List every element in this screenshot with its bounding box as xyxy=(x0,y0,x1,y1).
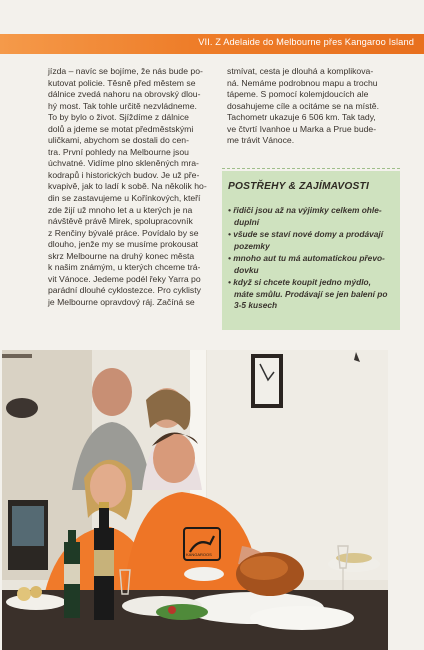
observation-text: všude se staví nové domy a prodávají xyxy=(233,229,384,239)
text-line: návštěvě právě Mirek, spolupracovník xyxy=(48,216,193,227)
text-line: ná. Nemáme podrobnou mapu a trochu xyxy=(227,77,378,88)
box-divider xyxy=(222,168,400,169)
shirt-sign-text: KANGAROOS xyxy=(186,552,212,557)
observation-text: pozemky xyxy=(234,240,270,251)
text-line: ve čtvrtí Ivanhoe u Marka a Prue bude- xyxy=(227,123,377,134)
text-line: kvapivě, jak to ladí k sobě. Na několik ho- xyxy=(48,181,207,192)
text-line: dolů a jdeme se motat předměstskými xyxy=(48,123,194,134)
text-line: je Melbourne opravdový ráj. Začíná se xyxy=(48,296,195,307)
observation-item xyxy=(228,205,394,228)
chapter-header-bar xyxy=(0,34,424,54)
text-line: To by bylo o život. Sjíždíme z dálnice xyxy=(48,112,189,123)
bullet-icon: • xyxy=(228,277,231,287)
text-line: z Renčiny bývalé práce. Povídalo by se xyxy=(48,227,199,238)
right-paragraph xyxy=(227,66,392,147)
text-line: dálnice zvedá nahoru na obrovský dlou- xyxy=(48,89,201,100)
left-text-column xyxy=(48,66,216,308)
text-line: parádní dlouhé cyklostezce. Pro cyklisty xyxy=(48,285,201,296)
text-line: uličkami, abychom se dostali do cen- xyxy=(48,135,189,146)
observation-text: mnoho aut tu má automatickou převo- xyxy=(233,253,385,263)
text-line: vit Vánoce. Jedeme podél řeky Yarra po xyxy=(48,273,201,284)
chapter-title: VII. Z Adelaide do Melbourne přes Kangaroo Island xyxy=(198,37,414,47)
text-line: stmívat, cesta je dlouhá a komplikova- xyxy=(227,66,374,76)
text-line: tápeme. S pomocí kolemjdoucích ale xyxy=(227,89,369,100)
family-photo xyxy=(2,350,388,650)
bullet-icon: • xyxy=(228,205,231,215)
bullet-icon: • xyxy=(228,229,231,239)
observation-item xyxy=(228,277,394,312)
observation-text: řidiči jsou až na výjimky celkem ohle- xyxy=(233,205,382,215)
observations-title: POSTŘEHY & ZAJÍMAVOSTI xyxy=(228,181,370,192)
observation-text: když si chcete koupit jedno mýdlo, xyxy=(233,277,371,287)
text-line: me trávit Vánoce. xyxy=(227,135,295,146)
observation-text: duplní xyxy=(234,216,260,227)
bullet-icon: • xyxy=(228,253,231,263)
text-line: tra. První pohledy na Melbourne jsou xyxy=(48,146,189,157)
text-line: kodrapů i historických budov. Je už pře- xyxy=(48,169,200,180)
observation-text: dovku xyxy=(234,264,259,275)
observation-item xyxy=(228,229,394,252)
text-line: Tachometr ukazuje 6 506 km. Tak tady, xyxy=(227,112,376,123)
observations-list xyxy=(228,205,394,313)
text-line: din se zastavujeme u Kořínkových, kteří xyxy=(48,193,201,204)
text-line: dlouho, jenže my se musíme prokousat xyxy=(48,239,199,250)
text-line: kutovat policie. Těsně před městem se xyxy=(48,77,196,88)
text-line: hý most. Tak tohle určitě nezvládneme. xyxy=(48,100,197,111)
text-line: úchvatné. Vidíme plno skleněných mra- xyxy=(48,158,199,169)
observation-text: máte smůlu. Prodávají se jen balení po xyxy=(234,288,388,299)
text-line: k našim známým, u kterých chceme trá- xyxy=(48,262,201,273)
left-paragraph xyxy=(48,66,216,308)
right-text-column xyxy=(227,66,392,147)
text-line: skrz Melbourne na druhý konec města xyxy=(48,250,195,261)
observation-text: 3-5 kusech xyxy=(234,300,278,310)
observation-item xyxy=(228,253,394,276)
text-line: jízda – navíc se bojíme, že nás bude po- xyxy=(48,66,203,76)
observations-box xyxy=(222,171,400,330)
text-line: zde žijí už mnoho let a u kterých je na xyxy=(48,204,193,215)
text-line: dosahujeme cíle a ocitáme se na místě. xyxy=(227,100,379,111)
